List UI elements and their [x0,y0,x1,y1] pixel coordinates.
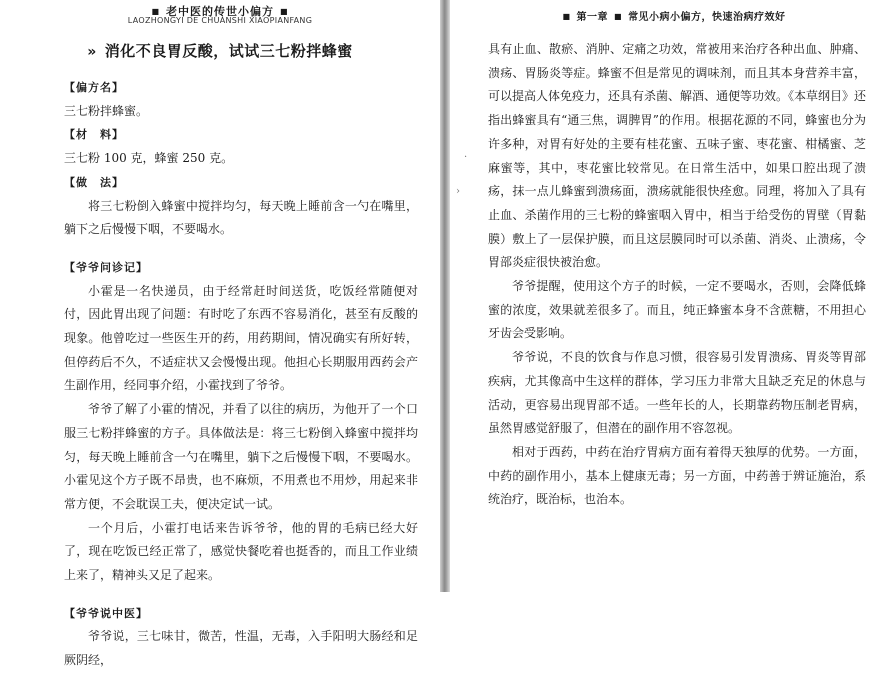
running-head [450,8,892,23]
scan-speck-icon: › [456,186,460,197]
section-spacer [64,242,418,256]
running-head-title: 老中医的传世小偏方 [166,5,274,18]
right-body-text [488,38,866,512]
ingredients: 三七粉 100 克，蜂蜜 250 克。 [64,151,234,166]
case-paragraph: 爷爷了解了小霍的情况，并看了以往的病历，为他开了一个口服三七粉拌蜂蜜的方子。具体做法是：将三七粉倒入蜂蜜中搅拌均匀，每天晚上睡前含一勺在嘴里，躺下之后慢慢下咽，不要喝水。小霍见这个方子既不昂贵，也不麻烦，不用煮也不用炒，用起来非常方便，不会耽误工夫，便决定试一试。 [64,402,418,511]
body-paragraph: 具有止血、散瘀、消肿、定痛之功效，常被用来治疗各种出血、肿痛、溃疡、胃肠炎等症。蜂蜜不但是常见的调味剂，而且其本身营养丰富，可以提高人体免疫力，还具有杀菌、解酒、通便等功效。《本草纲目》还指出蜂蜜具有“通三焦，调脾胃”的作用。根据花源的不同，蜂蜜也分为许多种，对胃有好处的主要有桂花蜜、五味子蜜、枣花蜜、柑橘蜜、芝麻蜜等，其中，枣花蜜比较常见。在日常生活中，如果口腔出现了溃疡，抹一点儿蜂蜜到溃疡面，溃疡就能很快痊愈。同理，将加入了具有止血、杀菌作用的三七粉的蜂蜜咽入胃中，相当于给受伤的胃壁（胃黏膜）敷上了一层保护膜，而且这层膜同时可以杀菌、消炎、止溃疡，令胃部炎症很快被治愈。 [488,42,867,270]
left-body-text [64,76,418,673]
body-paragraph: 爷爷说，不良的饮食与作息习惯，很容易引发胃溃疡、胃炎等胃部疾病，尤其像高中生这样的群体，学习压力非常大且缺乏充足的休息与活动，更容易出现胃部不适。一些年长的人，长期靠药物压制老胃病，虽然胃感觉舒服了，但潜在的副作用不容忽视。 [488,350,866,436]
body-paragraph: 相对于西药，中药在治疗胃病方面有着得天独厚的优势。一方面，中药的副作用小，基本上健康无毒；另一方面，中药善于辨证施治，系统治疗，既治标，也治本。 [488,444,866,507]
recipe-name-label: 【偏方名】 [64,81,124,94]
chapter-label: 第一章 [576,12,608,23]
case-paragraph: 小霍是一名快递员，由于经常赶时间送货，吃饭经常随便对付，因此胃出现了问题：有时吃了东西不容易消化，甚至有反酸的现象。他曾吃过一些医生开的药，用药期间，情况确实有所好转，但停药后不久，不适症状又会慢慢出现。他担心长期服用西药会产生副作用，经同事介绍，小霍找到了爷爷。 [64,283,418,393]
double-chevron-icon: » [87,44,97,60]
right-page [450,0,892,592]
square-bullet-icon: ■ [280,7,289,16]
article-title: 消化不良胃反酸，试试三七粉拌蜂蜜 [104,42,353,60]
method: 将三七粉倒入蜂蜜中搅拌均匀，每天晚上睡前含一勺在嘴里，躺下之后慢慢下咽，不要喝水。 [64,198,418,237]
body-paragraph: 爷爷提醒，使用这个方子的时候，一定不要喝水，否则，会降低蜂蜜的浓度，效果就差很多了。而且，纯正蜂蜜本身不含蔗糖，不用担心牙齿会受影响。 [488,279,866,341]
recipe-name: 三七粉拌蜂蜜。 [64,103,149,118]
explain-label: 【爷爷说中医】 [64,606,148,620]
chapter-title: 常见小病小偏方，快速治病疗效好 [628,12,786,23]
left-page [0,0,440,668]
section-spacer [64,588,418,602]
article-title-row [0,40,440,61]
method-label: 【做 法】 [64,175,124,189]
case-paragraph: 一个月后，小霍打电话来告诉爷爷，他的胃的毛病已经大好了，现在吃饭已经正常了，感觉快餐吃着也挺香的，而且工作业绩上来了，精神头又足了起来。 [64,520,418,583]
ingredients-label: 【材 料】 [64,128,124,142]
square-bullet-icon: ■ [151,7,160,16]
case-label: 【爷爷问诊记】 [64,260,148,274]
square-bullet-icon: ■ [562,12,571,21]
explain-paragraph: 爷爷说，三七味甘，微苦，性温，无毒，入手阳明大肠经和足厥阴经， [64,629,418,668]
running-head-pinyin: LAOZHONGYI DE CHUANSHI XIAOPIANFANG [127,16,313,25]
square-bullet-icon: ■ [614,12,623,21]
scan-speck-icon: · [464,152,468,163]
book-gutter [440,0,450,592]
